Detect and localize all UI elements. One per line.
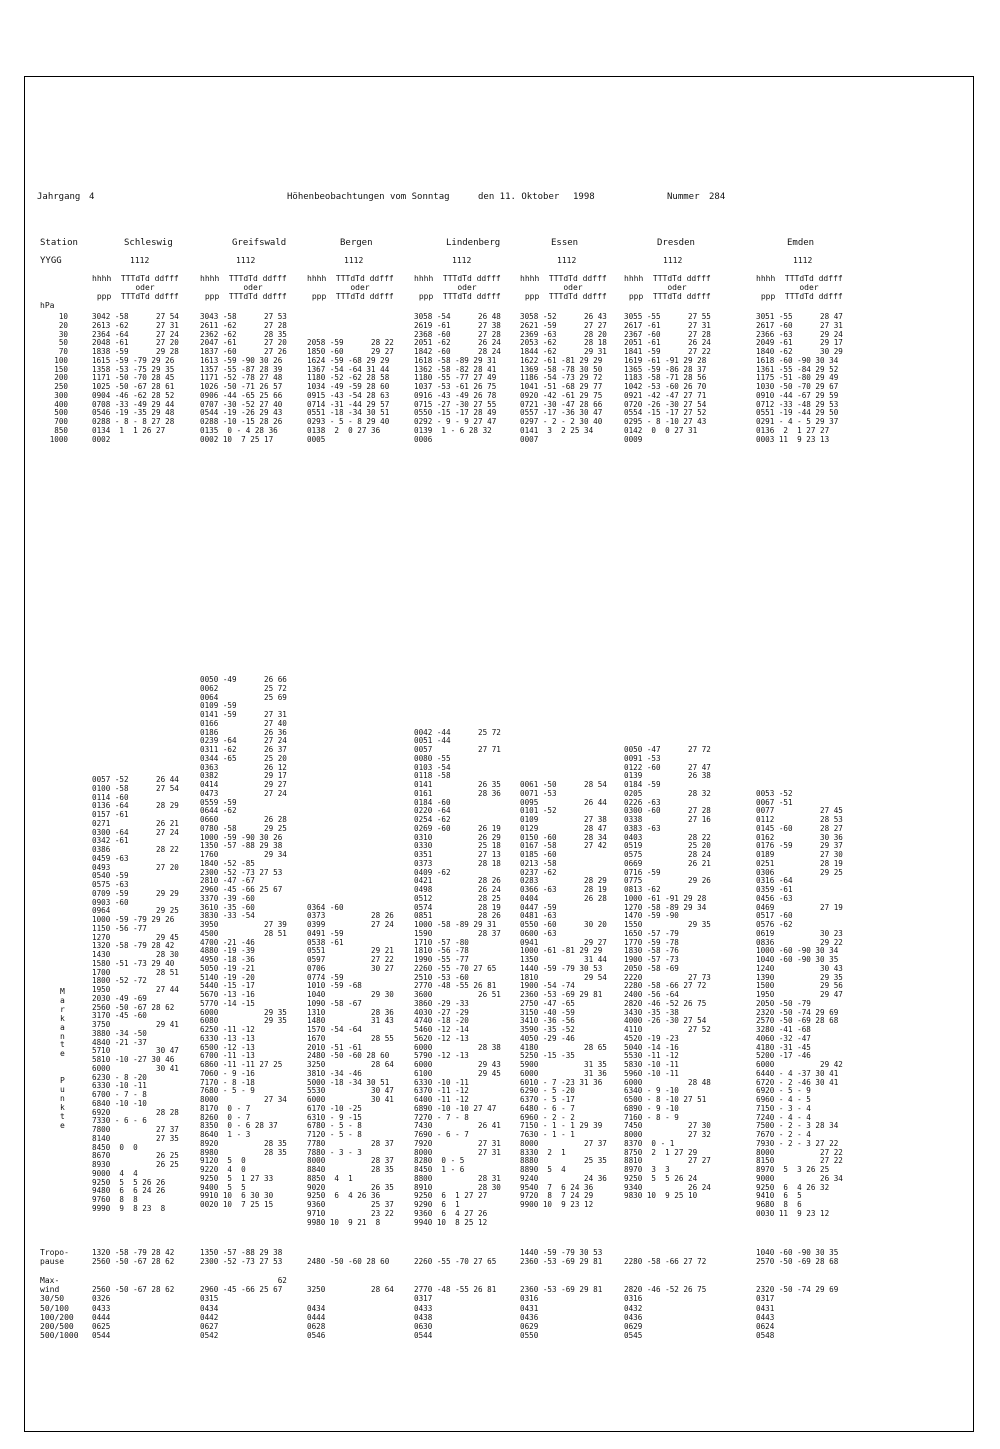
station-name: Lindenberg <box>446 238 501 248</box>
max-wind-block: 2360 -53 -69 29 81 0316 0431 0436 0629 0550 <box>520 1285 603 1341</box>
station-name: Bergen <box>340 238 373 248</box>
column-header: hhhh TTTdTd ddfff oder ppp TTTdTd ddfff <box>200 274 287 301</box>
nummer-label: Nummer <box>667 192 700 202</box>
max-wind-block: 3250 28 64 0434 0444 0628 0546 <box>307 1285 394 1341</box>
tropopause-block: 2480 -50 -60 28 60 <box>307 1257 390 1267</box>
jahrgang-value: 4 <box>89 192 95 202</box>
station-name: Greifswald <box>232 238 287 248</box>
station-yygg: 1112 <box>663 256 683 265</box>
tropopause-block: 1320 -58 -79 28 42 2560 -50 -67 28 62 <box>92 1248 175 1267</box>
standard-levels-block: 3058 -54 26 48 2619 -61 27 38 2368 -60 27 28 2051 -62 26 24 1842 -60 28 24 1618 -58 -89 29 31 1362 -58 -82 28 41 1180 -55 -77 27 49 1037 -53 -61 26 75 0916 -43 -49 26 78 0715 -27 -30 27 55 0550 -15 -17 28 49 0292 - 9 - 9 27 47 0139 1 - 6 28 32 0006 <box>414 312 501 444</box>
jahrgang-label: Jahrgang <box>37 192 81 202</box>
station-name: Dresden <box>657 238 695 248</box>
standard-levels-block: 3058 -52 26 43 2621 -59 27 27 2369 -63 28 20 2053 -62 28 18 1844 -62 29 31 1622 -61 -81 29 29 1369 -58 -78 30 50 1186 -54 -73 29 72 1041 -51 -68 29 77 0920 -42 -61 29 75 0721 -30 -47 28 66 0557 -17 -36 30 47 0297 - 2 - 2 30 40 0141 3 2 25 34 0007 <box>520 312 607 444</box>
significant-levels-block: 0057 -52 26 44 0100 -58 27 54 0114 -60 0136 -64 28 29 0157 -61 0271 26 21 0300 -64 27 24 0342 -61 0386 28 22 0459 -63 0493 27 20 0540 -59 0575 -63 0709 -59 29 29 0903 -60 0964 29 25 1000 -59 -79 29 26 1150 -56 -77 1270 29 45 1320 -58 -79 28 42 1430 28 30 1580 -51 -73 29 40 1700 28 51 1800 -52 -72 1950 27 44 2030 -49 -69 2560 -50 -67 28 62 3170 -45 -60 3750 29 41 3880 -34 -50 4840 -21 -37 5710 30 47 5810 -10 -27 30 46 6000 30 41 6230 - 8 -20 6330 -10 -11 6700 - 7 - 8 6840 -10 -10 6920 28 28 7330 - 6 - 6 7800 27 37 8140 27 35 8450 0 0 8670 26 25 8930 26 25 9000 4 4 9250 5 5 26 26 9480 6 6 24 26 9760 8 8 9990 9 8 23 8 <box>92 775 179 1213</box>
report-date: den 11. Oktober <box>478 192 560 202</box>
hpa-label: hPa <box>40 301 55 310</box>
station-yygg: 1112 <box>130 256 150 265</box>
significant-levels-block: 0053 -52 0067 -51 0077 27 45 0112 28 53 0145 -60 28 27 0162 30 36 0176 -59 29 37 0189 27 30 0251 28 19 0306 29 25 0316 -64 0359 -61 0456 -63 0469 27 19 0517 -60 0576 -62 0619 30 23 0836 29 22 1000 -60 -90 30 34 1040 -60 -90 30 35 1240 30 43 1390 29 35 1500 29 56 1950 29 47 2050 -50 -79 2320 -50 -74 29 69 2570 -50 -69 28 68 3280 -41 -68 4060 -32 -47 4180 -31 -45 5200 -17 -46 6000 29 42 6440 - 4 -37 30 41 6720 - 2 -46 30 41 6920 - 5 - 9 6960 - 4 - 5 7150 - 3 - 4 7240 - 4 - 4 7500 - 2 - 3 28 34 7670 - 2 - 4 7930 - 2 - 3 27 22 8000 27 22 8150 27 22 8970 5 3 26 25 9000 26 34 9250 6 4 26 32 9410 6 5 9680 8 6 0030 11 9 23 12 <box>756 788 843 1218</box>
column-header: hhhh TTTdTd ddfff oder ppp TTTdTd ddfff <box>756 274 843 301</box>
standard-levels-block: 3051 -55 28 47 2617 -60 27 31 2366 -63 29 24 2049 -61 29 17 1840 -62 30 29 1618 -60 -90 30 34 1361 -55 -84 29 52 1175 -51 -80 29 49 1030 -50 -70 29 67 0910 -44 -67 29 59 0712 -33 -48 29 53 0551 -19 -44 29 50 0291 - 4 - 5 29 37 0136 2 1 27 27 0003 11 9 23 13 <box>756 312 843 444</box>
tropopause-block: 2260 -55 -70 27 65 <box>414 1257 497 1267</box>
standard-levels-block: 3042 -58 27 54 2613 -62 27 31 2364 -64 27 24 2048 -61 27 20 1838 -59 29 28 1615 -59 -79 29 26 1358 -53 -75 29 35 1171 -50 -70 28 45 1025 -50 -67 28 61 0904 -46 -62 28 52 0708 -33 -49 29 44 0546 -19 -35 29 48 0288 - 8 - 8 27 28 0134 1 1 26 27 0002 <box>92 312 179 444</box>
tropopause-label: Tropo- pause <box>40 1248 69 1267</box>
column-header: hhhh TTTdTd ddfff oder ppp TTTdTd ddfff <box>92 274 179 301</box>
significant-levels-block: 0364 -60 0373 28 26 0399 27 24 0491 -59 0538 -61 0551 29 21 0597 27 22 0706 30 27 0774 -59 1010 -59 -68 1040 29 30 1090 -58 -67 1310 28 36 1480 31 43 1570 -54 -64 1670 28 55 2010 -51 -61 2480 -50 -60 28 60 3250 28 64 3810 -34 -46 5000 -18 -34 30 51 5530 30 47 6000 30 41 6170 -10 -25 6310 - 9 -15 6780 - 5 - 8 7120 - 5 - 8 7780 28 37 7880 - 3 - 3 8000 28 37 8840 28 35 8850 4 1 9020 26 35 9250 6 4 26 36 9360 25 37 9710 23 22 9980 10 9 21 8 <box>307 902 394 1227</box>
standard-levels-block: 2058 -59 28 22 1850 -60 29 27 1624 -59 -68 29 29 1367 -54 -64 31 44 1180 -52 -62 28 58 1034 -49 -59 28 60 0915 -43 -54 28 63 0714 -31 -44 29 57 0551 -18 -34 30 51 0293 - 5 - 8 29 40 0138 2 0 27 36 0005 <box>307 338 394 444</box>
column-header: hhhh TTTdTd ddfff oder ppp TTTdTd ddfff <box>624 274 711 301</box>
max-wind-label: Max- wind 30/50 50/100 100/200 200/500 500/1000 <box>40 1276 79 1341</box>
report-year: 1998 <box>573 192 595 202</box>
column-header: hhhh TTTdTd ddfff oder ppp TTTdTd ddfff <box>520 274 607 301</box>
station-yygg: 1112 <box>557 256 577 265</box>
tropopause-block: 1440 -59 -79 30 53 2360 -53 -69 29 81 <box>520 1248 603 1267</box>
hpa-levels: 10 20 30 50 70 100 150 200 250 300 400 500 700 850 1000 <box>49 312 68 444</box>
column-header: hhhh TTTdTd ddfff oder ppp TTTdTd ddfff <box>307 274 394 301</box>
max-wind-block: 2770 -48 -55 26 81 0317 0433 0438 0630 0544 <box>414 1285 497 1341</box>
station-yygg: 1112 <box>793 256 813 265</box>
standard-levels-block: 3055 -55 27 55 2617 -61 27 31 2367 -60 27 28 2051 -61 26 24 1841 -59 27 22 1619 -61 -91 29 28 1365 -59 -86 28 37 1183 -58 -71 28 56 1042 -53 -60 26 70 0921 -42 -47 27 71 0720 -26 -30 27 54 0554 -15 -17 27 52 0295 - 8 -10 27 43 0142 0 0 27 31 0009 <box>624 312 711 444</box>
standard-levels-block: 3043 -58 27 53 2611 -62 27 28 2362 -62 28 35 2047 -61 27 20 1837 -60 27 26 1613 -59 -90 30 26 1357 -55 -87 28 39 1171 -52 -78 27 48 1026 -50 -71 26 57 0906 -44 -65 25 66 0707 -30 -52 27 40 0544 -19 -26 29 43 0288 -10 -15 28 26 0135 0 - 4 28 36 0002 10 7 25 17 <box>200 312 287 444</box>
column-header: hhhh TTTdTd ddfff oder ppp TTTdTd ddfff <box>414 274 501 301</box>
max-wind-block: 62 2960 -45 -66 25 67 0315 0434 0442 0627 0542 <box>200 1276 287 1341</box>
station-name: Essen <box>551 238 579 248</box>
tropopause-block: 1350 -57 -88 29 38 2300 -52 -73 27 53 <box>200 1248 283 1267</box>
max-wind-block: 2320 -50 -74 29 69 0317 0431 0443 0624 0548 <box>756 1285 839 1341</box>
max-wind-block: 2560 -50 -67 28 62 0326 0433 0444 0625 0544 <box>92 1285 175 1341</box>
nummer-value: 284 <box>709 192 726 202</box>
tropopause-block: 1040 -60 -90 30 35 2570 -50 -69 28 68 <box>756 1248 839 1267</box>
significant-levels-block: 0042 -44 25 72 0051 -44 0057 27 71 0080 -55 0103 -54 0118 -58 0141 26 35 0161 28 36 0184 -60 0220 -64 0254 -62 0269 -60 26 19 0310 26 29 0330 25 18 0351 27 13 0373 28 18 0409 -62 0421 28 26 0498 26 24 0512 28 25 0574 28 19 0851 28 26 1000 -58 -89 29 31 1590 28 37 1710 -57 -80 1810 -56 -78 1990 -55 -77 2260 -55 -70 27 65 2510 -53 -60 2770 -48 -55 26 81 3600 26 51 3860 -29 -33 4030 -27 -29 4740 -18 -20 5460 -12 -14 5620 -12 -13 6000 28 38 5790 -12 -13 6000 29 43 6100 29 45 6330 -10 -11 6370 -11 -12 6400 -11 -12 6890 -10 -10 27 47 7270 - 7 - 8 7430 26 41 7690 - 6 - 7 7920 27 31 8000 27 31 8280 0 - 5 8450 1 - 6 8800 28 31 8910 28 30 9250 6 1 27 27 9290 6 1 9360 6 4 27 26 9940 10 8 25 12 <box>414 727 501 1227</box>
markante-punkte-label: M a r k a n t e P u n k t e <box>60 987 65 1130</box>
station-yygg: 1112 <box>344 256 364 265</box>
station-name: Schleswig <box>124 238 173 248</box>
report-title: Höhenbeobachtungen vom Sonntag <box>287 192 450 202</box>
significant-levels-block: 0050 -47 27 72 0091 -53 0122 -60 27 47 0139 26 38 0184 -59 0205 28 32 0226 -63 0300 -60 27 28 0338 27 16 0383 -63 0403 28 22 0519 25 20 0575 28 24 0669 26 21 0716 -59 0775 29 26 0813 -62 1000 -61 -91 29 28 1270 -58 -89 29 34 1470 -59 -90 1550 29 35 1650 -57 -79 1770 -59 -78 1830 -58 -76 1900 -57 -73 2050 -58 -69 2220 27 73 2280 -58 -66 27 72 2400 -56 -64 2820 -46 -52 26 75 3430 -35 -38 4000 -26 -30 27 54 4110 27 52 4520 -19 -23 5040 -14 -16 5530 -11 -12 5830 -10 -11 5960 -10 -11 6000 28 48 6340 - 9 -10 6500 - 8 -10 27 51 6890 - 9 -10 7160 - 8 - 9 7450 27 30 8000 27 32 8370 0 - 1 8750 2 1 27 29 8810 27 27 8970 3 3 9250 5 5 26 24 9340 26 24 9830 10 9 25 10 <box>624 745 711 1201</box>
station-label: Station <box>40 238 78 248</box>
station-name: Emden <box>787 238 815 248</box>
station-yygg: 1112 <box>236 256 256 265</box>
tropopause-block: 2280 -58 -66 27 72 <box>624 1257 707 1267</box>
yygg-label: YYGG <box>40 256 62 266</box>
significant-levels-block: 0061 -50 28 54 0071 -53 0095 26 44 0101 -52 0109 27 38 0129 28 47 0150 -60 28 34 0167 -58 27 42 0185 -60 0213 -58 0237 -62 0283 28 29 0366 -63 28 19 0404 26 28 0447 -59 0481 -63 0550 -60 30 20 0600 -63 0941 29 27 1000 -61 -81 29 29 1350 31 44 1440 -59 -79 30 53 1810 29 54 1900 -54 -74 2360 -53 -69 29 81 2750 -47 -65 3150 -40 -59 3410 -36 -56 3590 -35 -52 4050 -29 -46 4180 28 65 5250 -15 -35 5900 31 35 6000 31 36 6010 - 7 -23 31 36 6290 - 5 -20 6370 - 5 -17 6480 - 6 - 7 6960 - 2 - 2 7150 - 1 - 1 29 39 7630 - 1 - 1 8000 27 37 8330 2 1 8880 25 35 8890 5 4 9240 24 36 9540 7 6 24 36 9720 8 7 24 29 9900 10 9 23 12 <box>520 780 607 1209</box>
significant-levels-block: 0050 -49 26 66 0062 25 72 0064 25 69 0109 -59 0141 -59 27 31 0166 27 40 0186 26 36 0239 -64 27 24 0311 -62 26 37 0344 -65 25 20 0363 26 12 0382 29 17 0414 29 27 0473 27 24 0559 -59 0644 -62 0660 26 28 0780 -58 29 25 1000 -59 -90 30 26 1350 -57 -88 29 38 1760 29 34 1840 -52 -85 2300 -52 -73 27 53 2810 -47 -67 2960 -45 -66 25 67 3370 -39 -60 3610 -35 -60 3830 -33 -54 3950 27 39 4500 28 51 4700 -21 -46 4880 -19 -39 4950 -18 -36 5050 -19 -21 5140 -19 -20 5440 -15 -17 5670 -13 -16 5770 -14 -15 6000 29 35 6080 29 35 6250 -11 -12 6330 -13 -13 6500 -12 -13 6700 -11 -13 6860 -11 -11 27 25 7060 - 9 -16 7170 - 8 -18 7680 - 5 - 9 8000 27 34 8170 0 - 7 8260 0 - 7 8350 0 - 6 28 37 8640 1 - 3 8920 28 35 8980 28 35 9120 5 0 9220 4 0 9250 5 1 27 33 9400 5 5 9910 10 6 30 30 0020 10 7 25 15 <box>200 675 287 1209</box>
max-wind-block: 2820 -46 -52 26 75 0316 0432 0436 0629 0545 <box>624 1285 707 1341</box>
station-yygg: 1112 <box>452 256 472 265</box>
